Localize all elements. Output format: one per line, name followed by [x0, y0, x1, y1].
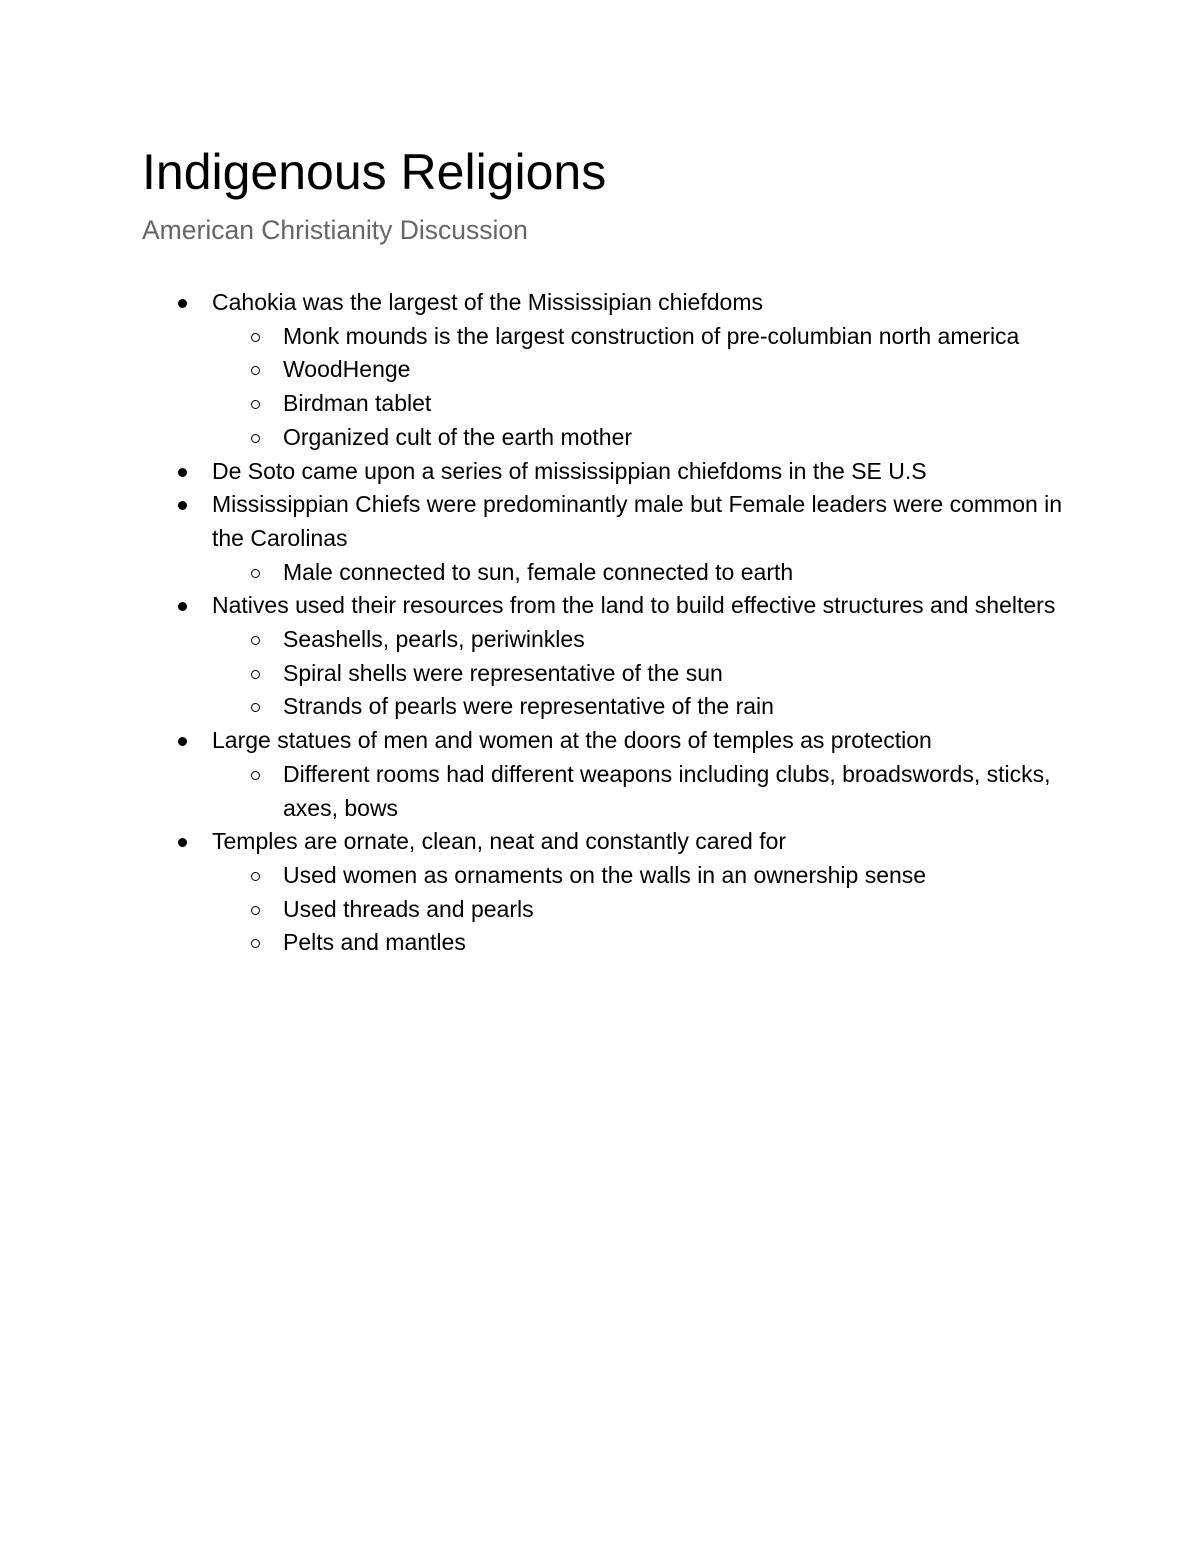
filled-bullet-icon — [178, 468, 187, 477]
document-subtitle: American Christianity Discussion — [142, 215, 528, 245]
list-item-text: Mississippian Chiefs were predominantly male but Female leaders were common in the Carolinas — [212, 491, 1063, 551]
hollow-bullet-icon — [251, 434, 260, 443]
sub-bullet-list — [212, 859, 1072, 960]
hollow-bullet-icon — [251, 703, 260, 712]
hollow-bullet-icon — [251, 636, 260, 645]
list-item-text: Temples are ornate, clean, neat and constantly cared for — [212, 828, 787, 855]
bullet-list — [142, 286, 1072, 960]
list-item — [142, 286, 1072, 455]
list-item-text: Large statues of men and women at the doors of temples as protection — [212, 727, 932, 754]
hollow-bullet-icon — [251, 366, 260, 375]
filled-bullet-icon — [178, 838, 187, 847]
sub-bullet-list — [212, 320, 1072, 455]
sub-list-item-text: Strands of pearls were representative of the rain — [283, 693, 774, 720]
document-page — [142, 142, 1072, 960]
hollow-bullet-icon — [251, 872, 260, 881]
hollow-bullet-icon — [251, 906, 260, 915]
sub-list-item — [212, 320, 1072, 354]
sub-list-item — [212, 353, 1072, 387]
hollow-bullet-icon — [251, 771, 260, 780]
sub-list-item — [212, 657, 1072, 691]
filled-bullet-icon — [178, 602, 187, 611]
list-item-text: Cahokia was the largest of the Mississipian chiefdoms — [212, 289, 763, 315]
sub-bullet-list — [212, 623, 1072, 724]
sub-list-item — [212, 690, 1072, 724]
sub-list-item-text: Pelts and mantles — [283, 929, 466, 956]
sub-list-item-text: Spiral shells were representative of the sun — [283, 659, 723, 686]
list-item-text: Natives used their resources from the land to build effective structures and shelters — [212, 592, 1056, 619]
list-item-text: De Soto came upon a series of mississippian chiefdoms in the SE U.S — [212, 457, 927, 484]
sub-list-item-text: Monk mounds is the largest construction of pre-columbian north america — [283, 322, 1020, 349]
sub-list-item — [212, 893, 1072, 927]
document-title: Indigenous Religions — [142, 144, 607, 200]
sub-list-item-text: Different rooms had different weapons including clubs, broadswords, sticks, axes, bows — [283, 760, 1051, 821]
sub-list-item-text: Birdman tablet — [283, 390, 432, 417]
sub-list-item — [212, 387, 1072, 421]
sub-list-item-text: Organized cult of the earth mother — [283, 423, 633, 450]
list-item — [142, 724, 1072, 825]
filled-bullet-icon — [178, 737, 187, 746]
sub-list-item — [212, 623, 1072, 657]
sub-list-item-text: Male connected to sun, female connected to earth — [283, 558, 794, 585]
sub-list-item — [212, 556, 1072, 590]
hollow-bullet-icon — [251, 569, 260, 578]
sub-list-item-text: WoodHenge — [283, 356, 411, 383]
filled-bullet-icon — [178, 299, 187, 308]
list-item — [142, 488, 1072, 589]
list-item — [142, 455, 1072, 489]
sub-bullet-list — [212, 758, 1072, 825]
list-item — [142, 825, 1072, 960]
hollow-bullet-icon — [251, 670, 260, 679]
hollow-bullet-icon — [251, 333, 260, 342]
sub-list-item — [212, 758, 1072, 825]
sub-list-item-text: Seashells, pearls, periwinkles — [283, 626, 585, 653]
list-item — [142, 589, 1072, 724]
hollow-bullet-icon — [251, 400, 260, 409]
filled-bullet-icon — [178, 501, 187, 510]
sub-bullet-list — [212, 556, 1072, 590]
hollow-bullet-icon — [251, 939, 260, 948]
sub-list-item-text: Used women as ornaments on the walls in an ownership sense — [283, 861, 927, 888]
sub-list-item — [212, 421, 1072, 455]
sub-list-item — [212, 926, 1072, 960]
sub-list-item — [212, 859, 1072, 893]
sub-list-item-text: Used threads and pearls — [283, 895, 534, 922]
